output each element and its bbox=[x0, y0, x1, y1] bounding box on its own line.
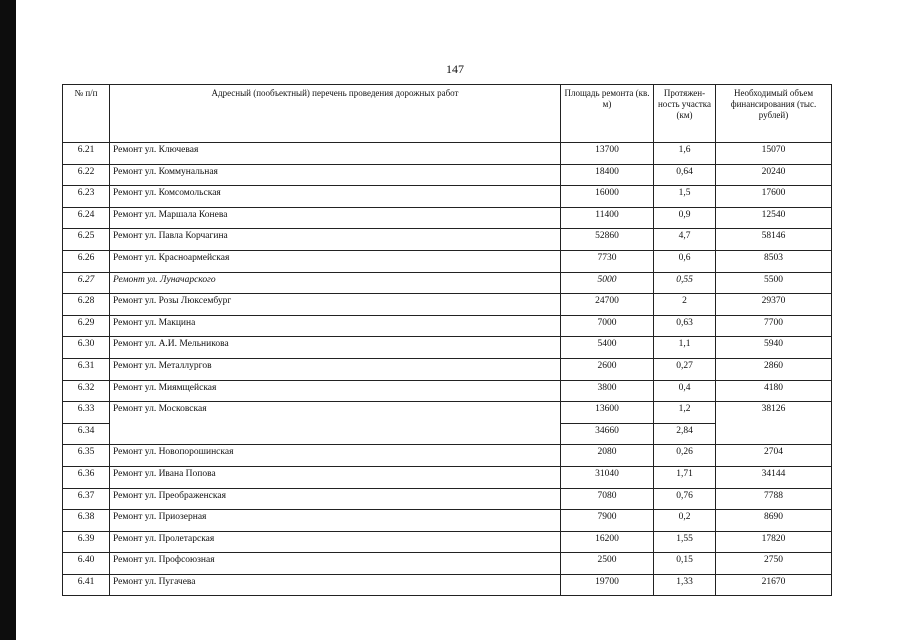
row-funding: 38126 bbox=[716, 402, 832, 445]
row-area: 3800 bbox=[561, 380, 654, 402]
header-num: № п/п bbox=[63, 85, 110, 143]
scan-edge bbox=[0, 0, 16, 640]
row-length: 0,55 bbox=[654, 272, 716, 294]
row-length: 0,76 bbox=[654, 488, 716, 510]
road-works-table bbox=[62, 84, 832, 596]
row-name: Ремонт ул. Комсомольская bbox=[110, 186, 561, 208]
row-funding: 7700 bbox=[716, 315, 832, 337]
row-funding: 17820 bbox=[716, 531, 832, 553]
row-area: 11400 bbox=[561, 207, 654, 229]
row-funding: 8690 bbox=[716, 510, 832, 532]
row-area: 13700 bbox=[561, 143, 654, 165]
row-area: 34660 bbox=[561, 423, 654, 445]
row-length: 1,6 bbox=[654, 143, 716, 165]
row-num: 6.35 bbox=[63, 445, 110, 467]
row-length: 1,1 bbox=[654, 337, 716, 359]
row-area: 24700 bbox=[561, 294, 654, 316]
table-row bbox=[63, 250, 832, 272]
table-row bbox=[63, 553, 832, 575]
row-area: 13600 bbox=[561, 402, 654, 424]
row-area: 7900 bbox=[561, 510, 654, 532]
row-name: Ремонт ул. Ключевая bbox=[110, 143, 561, 165]
row-length: 1,2 bbox=[654, 402, 716, 424]
row-num: 6.30 bbox=[63, 337, 110, 359]
row-funding: 2750 bbox=[716, 553, 832, 575]
table-row bbox=[63, 164, 832, 186]
row-num: 6.36 bbox=[63, 466, 110, 488]
row-num: 6.24 bbox=[63, 207, 110, 229]
row-num: 6.37 bbox=[63, 488, 110, 510]
row-area: 2600 bbox=[561, 358, 654, 380]
row-name: Ремонт ул. Луначарского bbox=[110, 272, 561, 294]
header-row bbox=[63, 85, 832, 143]
table-row bbox=[63, 380, 832, 402]
row-num: 6.23 bbox=[63, 186, 110, 208]
row-area: 18400 bbox=[561, 164, 654, 186]
row-num: 6.27 bbox=[63, 272, 110, 294]
row-length: 1,55 bbox=[654, 531, 716, 553]
row-num: 6.31 bbox=[63, 358, 110, 380]
row-num: 6.39 bbox=[63, 531, 110, 553]
table-row bbox=[63, 143, 832, 165]
row-funding: 4180 bbox=[716, 380, 832, 402]
table-row bbox=[63, 531, 832, 553]
table-body bbox=[63, 143, 832, 596]
row-name: Ремонт ул. Ивана Попова bbox=[110, 466, 561, 488]
table-row bbox=[63, 207, 832, 229]
row-area: 52860 bbox=[561, 229, 654, 251]
header-area: Площадь ремонта (кв. м) bbox=[561, 85, 654, 143]
row-area: 7000 bbox=[561, 315, 654, 337]
table-row bbox=[63, 229, 832, 251]
row-num: 6.22 bbox=[63, 164, 110, 186]
row-name: Ремонт ул. Красноармейская bbox=[110, 250, 561, 272]
table-row bbox=[63, 358, 832, 380]
row-area: 5400 bbox=[561, 337, 654, 359]
row-area: 5000 bbox=[561, 272, 654, 294]
row-name: Ремонт ул. Приозерная bbox=[110, 510, 561, 532]
table-row bbox=[63, 510, 832, 532]
row-length: 0,64 bbox=[654, 164, 716, 186]
row-length: 0,9 bbox=[654, 207, 716, 229]
row-area: 19700 bbox=[561, 574, 654, 596]
row-area: 7730 bbox=[561, 250, 654, 272]
row-funding: 8503 bbox=[716, 250, 832, 272]
row-name: Ремонт ул. Макцина bbox=[110, 315, 561, 337]
row-length: 0,6 bbox=[654, 250, 716, 272]
row-funding: 21670 bbox=[716, 574, 832, 596]
row-num: 6.33 bbox=[63, 402, 110, 424]
row-num: 6.32 bbox=[63, 380, 110, 402]
table-row bbox=[63, 186, 832, 208]
row-length: 1,5 bbox=[654, 186, 716, 208]
row-area: 16000 bbox=[561, 186, 654, 208]
page-number: 147 bbox=[446, 62, 464, 76]
row-length: 0,4 bbox=[654, 380, 716, 402]
row-length: 0,15 bbox=[654, 553, 716, 575]
row-funding: 12540 bbox=[716, 207, 832, 229]
row-area: 2080 bbox=[561, 445, 654, 467]
header-length: Протяжен-ность участка (км) bbox=[654, 85, 716, 143]
table-row bbox=[63, 294, 832, 316]
table-header bbox=[63, 85, 832, 143]
row-funding: 2860 bbox=[716, 358, 832, 380]
row-length: 1,33 bbox=[654, 574, 716, 596]
row-length: 1,71 bbox=[654, 466, 716, 488]
row-area: 2500 bbox=[561, 553, 654, 575]
row-name: Ремонт ул. Преображенская bbox=[110, 488, 561, 510]
table-row bbox=[63, 466, 832, 488]
row-name: Ремонт ул. Коммунальная bbox=[110, 164, 561, 186]
row-name: Ремонт ул. Миямщейская bbox=[110, 380, 561, 402]
row-num: 6.28 bbox=[63, 294, 110, 316]
row-num: 6.29 bbox=[63, 315, 110, 337]
row-num: 6.40 bbox=[63, 553, 110, 575]
row-funding: 17600 bbox=[716, 186, 832, 208]
row-length: 0,26 bbox=[654, 445, 716, 467]
row-length: 0,63 bbox=[654, 315, 716, 337]
table-row bbox=[63, 272, 832, 294]
table-row bbox=[63, 402, 832, 424]
row-name: Ремонт ул. А.И. Мельникова bbox=[110, 337, 561, 359]
row-funding: 2704 bbox=[716, 445, 832, 467]
row-num: 6.21 bbox=[63, 143, 110, 165]
row-funding: 20240 bbox=[716, 164, 832, 186]
row-name: Ремонт ул. Маршала Конева bbox=[110, 207, 561, 229]
row-length: 0,27 bbox=[654, 358, 716, 380]
table-row bbox=[63, 488, 832, 510]
header-address: Адресный (пообъектный) перечень проведения дорожных работ bbox=[110, 85, 561, 143]
row-name: Ремонт ул. Металлургов bbox=[110, 358, 561, 380]
row-num: 6.34 bbox=[63, 423, 110, 445]
table-row bbox=[63, 315, 832, 337]
row-length: 4,7 bbox=[654, 229, 716, 251]
row-name: Ремонт ул. Павла Корчагина bbox=[110, 229, 561, 251]
row-area: 31040 bbox=[561, 466, 654, 488]
row-funding: 5940 bbox=[716, 337, 832, 359]
table-row bbox=[63, 337, 832, 359]
row-length: 2 bbox=[654, 294, 716, 316]
row-area: 7080 bbox=[561, 488, 654, 510]
row-name: Ремонт ул. Профсоюзная bbox=[110, 553, 561, 575]
row-funding: 5500 bbox=[716, 272, 832, 294]
table-row bbox=[63, 574, 832, 596]
row-name: Ремонт ул. Пугачева bbox=[110, 574, 561, 596]
row-num: 6.25 bbox=[63, 229, 110, 251]
row-funding: 29370 bbox=[716, 294, 832, 316]
row-funding: 58146 bbox=[716, 229, 832, 251]
header-funding: Необходимый объем финансирования (тыс. рублей) bbox=[716, 85, 832, 143]
row-funding: 15070 bbox=[716, 143, 832, 165]
row-length: 0,2 bbox=[654, 510, 716, 532]
row-name: Ремонт ул. Московская bbox=[110, 402, 561, 445]
row-name: Ремонт ул. Пролетарская bbox=[110, 531, 561, 553]
row-funding: 34144 bbox=[716, 466, 832, 488]
table-row bbox=[63, 445, 832, 467]
row-num: 6.26 bbox=[63, 250, 110, 272]
row-name: Ремонт ул. Новопорошинская bbox=[110, 445, 561, 467]
row-num: 6.38 bbox=[63, 510, 110, 532]
row-area: 16200 bbox=[561, 531, 654, 553]
row-name: Ремонт ул. Розы Люксембург bbox=[110, 294, 561, 316]
row-num: 6.41 bbox=[63, 574, 110, 596]
row-length: 2,84 bbox=[654, 423, 716, 445]
row-funding: 7788 bbox=[716, 488, 832, 510]
